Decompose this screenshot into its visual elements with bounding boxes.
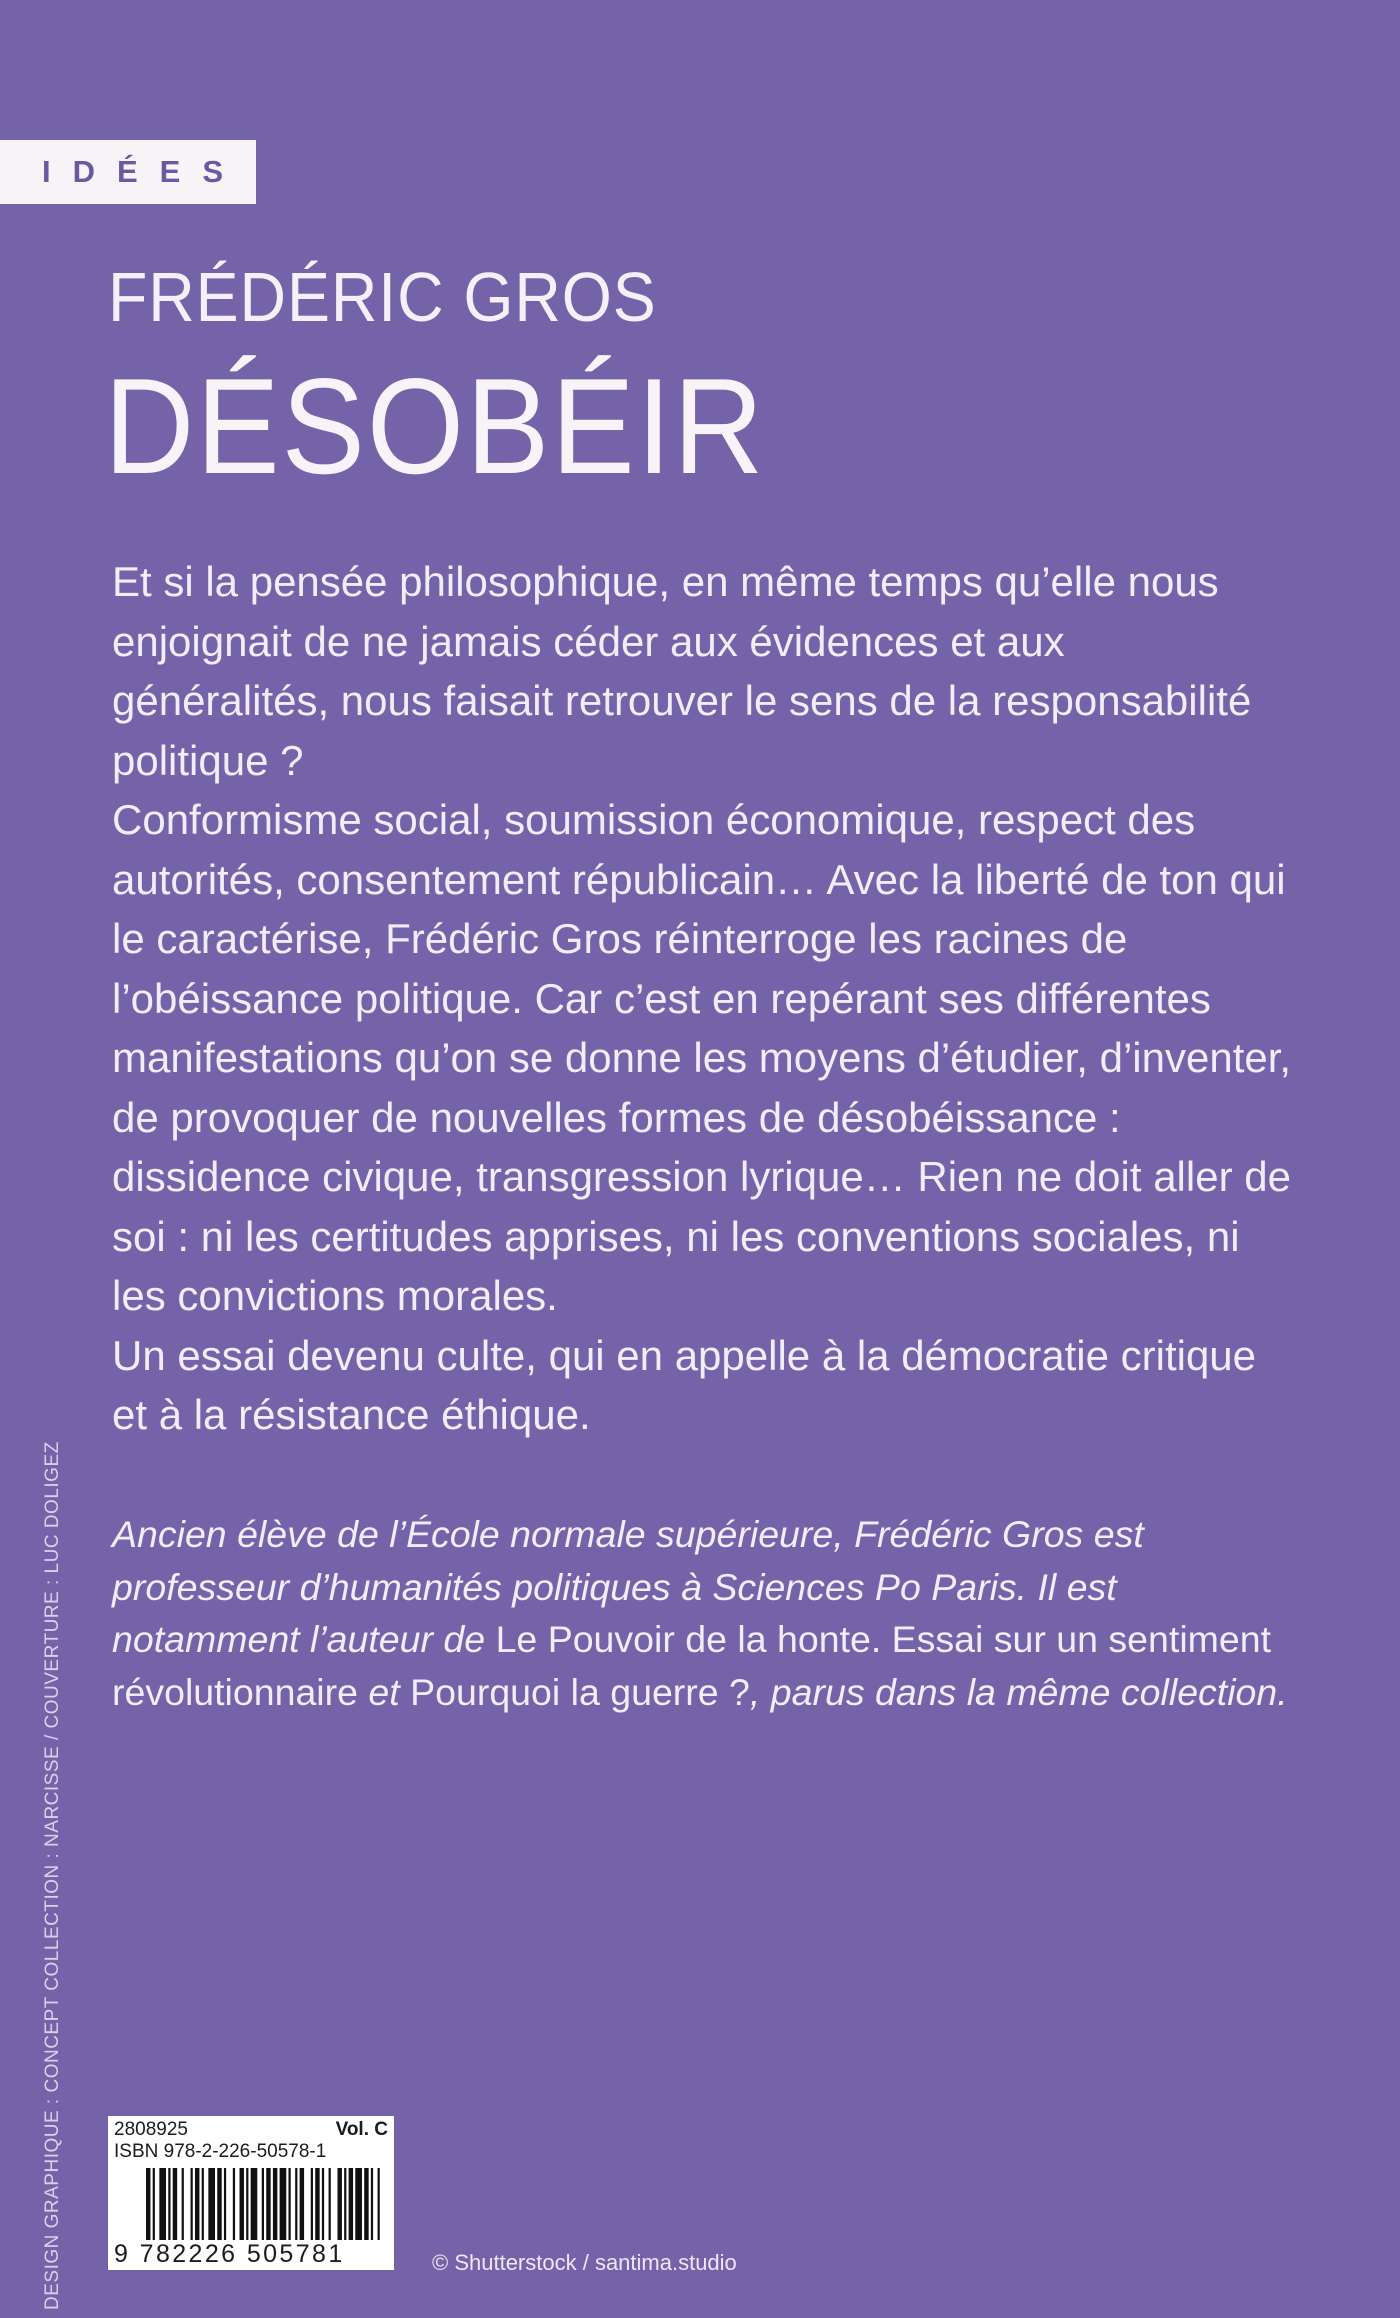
- barcode-bar-5: [182, 2168, 184, 2240]
- barcode-bar-9: [208, 2168, 215, 2240]
- bio-outro: , parus dans la même collection.: [749, 1670, 1288, 1713]
- collection-name: IDÉES: [42, 154, 246, 189]
- barcode-bar-23: [311, 2168, 313, 2240]
- barcode-bar-3: [168, 2168, 170, 2240]
- barcode-bar-22: [300, 2168, 304, 2240]
- barcode-bar-27: [337, 2168, 341, 2240]
- barcode-bar-24: [315, 2168, 319, 2240]
- barcode-bar-8: [202, 2168, 204, 2240]
- barcode-bar-15: [251, 2168, 258, 2240]
- bio-intro: Ancien élève de l’École normale supérieure, Frédéric Gros est professeur d’humanités politiques à Sciences Po Paris. Il est notamment l’auteur de: [112, 1513, 1144, 1660]
- bio-conjunction: et: [357, 1670, 411, 1713]
- barcode-bar-30: [355, 2168, 362, 2240]
- barcode-bar-33: [378, 2168, 380, 2240]
- barcode-bar-13: [240, 2168, 244, 2240]
- barcode-bar-4: [173, 2168, 177, 2240]
- blurb: [112, 552, 1292, 1445]
- barcode-bar-26: [329, 2168, 331, 2240]
- barcode-bar-20: [288, 2168, 290, 2240]
- barcode-bar-19: [280, 2168, 287, 2240]
- volume-label: Vol. C: [335, 2119, 388, 2140]
- barcode-bar-10: [217, 2168, 221, 2240]
- barcode-bar-21: [295, 2168, 297, 2240]
- barcode-bar-32: [371, 2168, 373, 2240]
- barcode-bar-25: [322, 2168, 324, 2240]
- bio-book-1: Le Pouvoir de la honte. Essai sur un sentiment révolutionnaire: [112, 1618, 1272, 1713]
- bio-book-2: Pourquoi la guerre ?: [410, 1670, 750, 1713]
- blurb-paragraph-1: Et si la pensée philosophique, en même temps qu’elle nous enjoignait de ne jamais céder aux évidences et aux généralités, nous faisait retrouver le sens de la responsabilité politique ?: [112, 558, 1252, 784]
- blurb-paragraph-2: Conformisme social, soumission économique, respect des autorités, consentement républicain… Avec la liberté de ton qui le caractérise, Frédéric Gros réinterroge les racines de l’obéissance politique. Car c’est en repérant ses différentes manifestations qu’on se donne les moyens d’étudier, d’inventer, de provoquer de nouvelles formes de désobéissance : dissidence civique, transgression lyrique… Rien ne doit aller de soi : ni les certitudes apprises, ni les conventions sociales, ni les convictions morales.: [112, 796, 1292, 1319]
- barcode-bar-28: [344, 2168, 346, 2240]
- barcode-bar-1: [153, 2168, 155, 2240]
- barcode-bar-6: [191, 2168, 193, 2240]
- barcode-bar-11: [224, 2168, 226, 2240]
- isbn: ISBN 978-2-226-50578-1: [114, 2141, 327, 2162]
- photo-credit: © Shutterstock / santima.studio: [432, 2250, 737, 2275]
- barcode-bar-14: [246, 2168, 248, 2240]
- barcode-digits: 9 782226 505781: [114, 2240, 345, 2268]
- author-bio: [112, 1508, 1292, 1718]
- barcode-bar-2: [159, 2168, 166, 2240]
- barcode-bar-16: [262, 2168, 264, 2240]
- barcode-bar-17: [266, 2168, 270, 2240]
- barcode-bar-18: [273, 2168, 277, 2240]
- barcode-bar-7: [195, 2168, 199, 2240]
- blurb-paragraph-3: Un essai devenu culte, qui en appelle à la démocratie critique et à la résistance éthique.: [112, 1331, 1257, 1438]
- barcode-bar-0: [146, 2168, 150, 2240]
- book-title: DÉSOBÉIR: [104, 350, 766, 502]
- barcode-bars: [146, 2168, 382, 2240]
- design-credits: DESIGN GRAPHIQUE : CONCEPT COLLECTION : NARCISSE / COUVERTURE : LUC DOLIGEZ: [42, 1441, 63, 2310]
- barcode-bar-29: [349, 2168, 353, 2240]
- author-name: FRÉDÉRIC GROS: [108, 258, 657, 336]
- collection-label: [0, 140, 256, 204]
- product-code: 2808925: [114, 2119, 188, 2140]
- barcode-bar-12: [233, 2168, 235, 2240]
- barcode-bar-31: [364, 2168, 368, 2240]
- barcode-block: [108, 2116, 394, 2270]
